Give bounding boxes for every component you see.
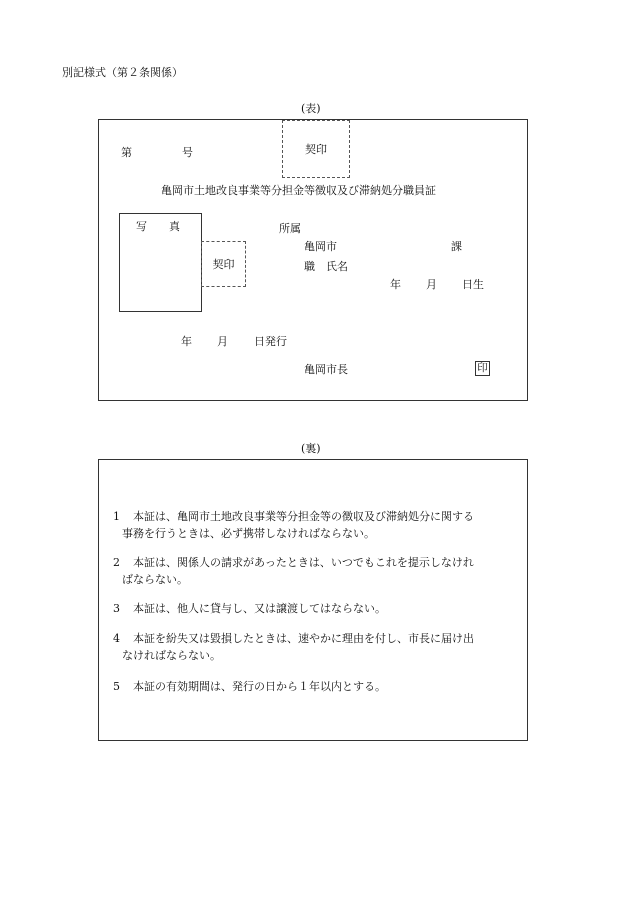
section-text: 課: [451, 240, 462, 253]
item-number: 1: [113, 510, 120, 523]
item-number: 2: [113, 556, 120, 569]
card-title: 亀岡市土地改良事業等分担金等徴収及び滞納処分職員証: [161, 184, 436, 197]
item-number: 4: [113, 632, 120, 645]
back-label: (裏): [301, 442, 321, 455]
seal-box-top: [282, 120, 350, 178]
item-text-line1: 本証は、他人に貸与し、又は譲渡してはならない。: [133, 602, 386, 615]
affiliation-label: 所属: [279, 222, 301, 235]
back-item-5: [113, 678, 513, 695]
back-item-1: [113, 508, 513, 542]
number-suffix: 号: [182, 146, 193, 159]
seal-side-text: 契印: [212, 258, 235, 271]
birth-day: 日生: [462, 278, 484, 291]
mayor-seal-text: 印: [477, 362, 488, 375]
birth-year: 年: [390, 278, 401, 291]
item-text-line1: 本証は、関係人の請求があったときは、いつでもこれを提示しなけれ: [133, 556, 474, 569]
item-text-line1: 本証を紛失又は毀損したときは、速やかに理由を付し、市長に届け出: [133, 632, 474, 645]
item-text-line1: 本証は、亀岡市土地改良事業等分担金等の徴収及び滞納処分に関する: [133, 510, 474, 523]
city-text: 亀岡市: [304, 240, 337, 253]
issue-day: 日発行: [254, 335, 287, 348]
back-card: [98, 459, 528, 741]
seal-box-side: [201, 241, 246, 287]
issue-month: 月: [217, 335, 228, 348]
birth-month: 月: [426, 278, 437, 291]
item-text-line1: 本証の有効期間は、発行の日から１年以内とする。: [133, 680, 386, 693]
front-label: (表): [301, 102, 321, 115]
back-item-4: [113, 630, 513, 664]
photo-box: [119, 213, 202, 312]
photo-label: 写 真: [136, 220, 180, 233]
item-text-line2: 事務を行うときは、必ず携帯しなければならない。: [122, 527, 375, 540]
front-card: [98, 119, 528, 401]
position-name: 職 氏名: [304, 260, 348, 273]
number-prefix: 第: [121, 146, 132, 159]
seal-top-text: 契印: [305, 143, 327, 156]
issue-year: 年: [181, 335, 192, 348]
form-title: 別記様式（第２条関係）: [62, 66, 183, 79]
back-item-2: [113, 554, 513, 588]
item-text-line2: なければならない。: [122, 649, 221, 662]
item-number: 5: [113, 680, 120, 693]
mayor-seal: [475, 361, 490, 376]
mayor-text: 亀岡市長: [304, 363, 348, 376]
item-text-line2: ばならない。: [122, 573, 188, 586]
back-item-3: [113, 600, 513, 617]
item-number: 3: [113, 602, 120, 615]
